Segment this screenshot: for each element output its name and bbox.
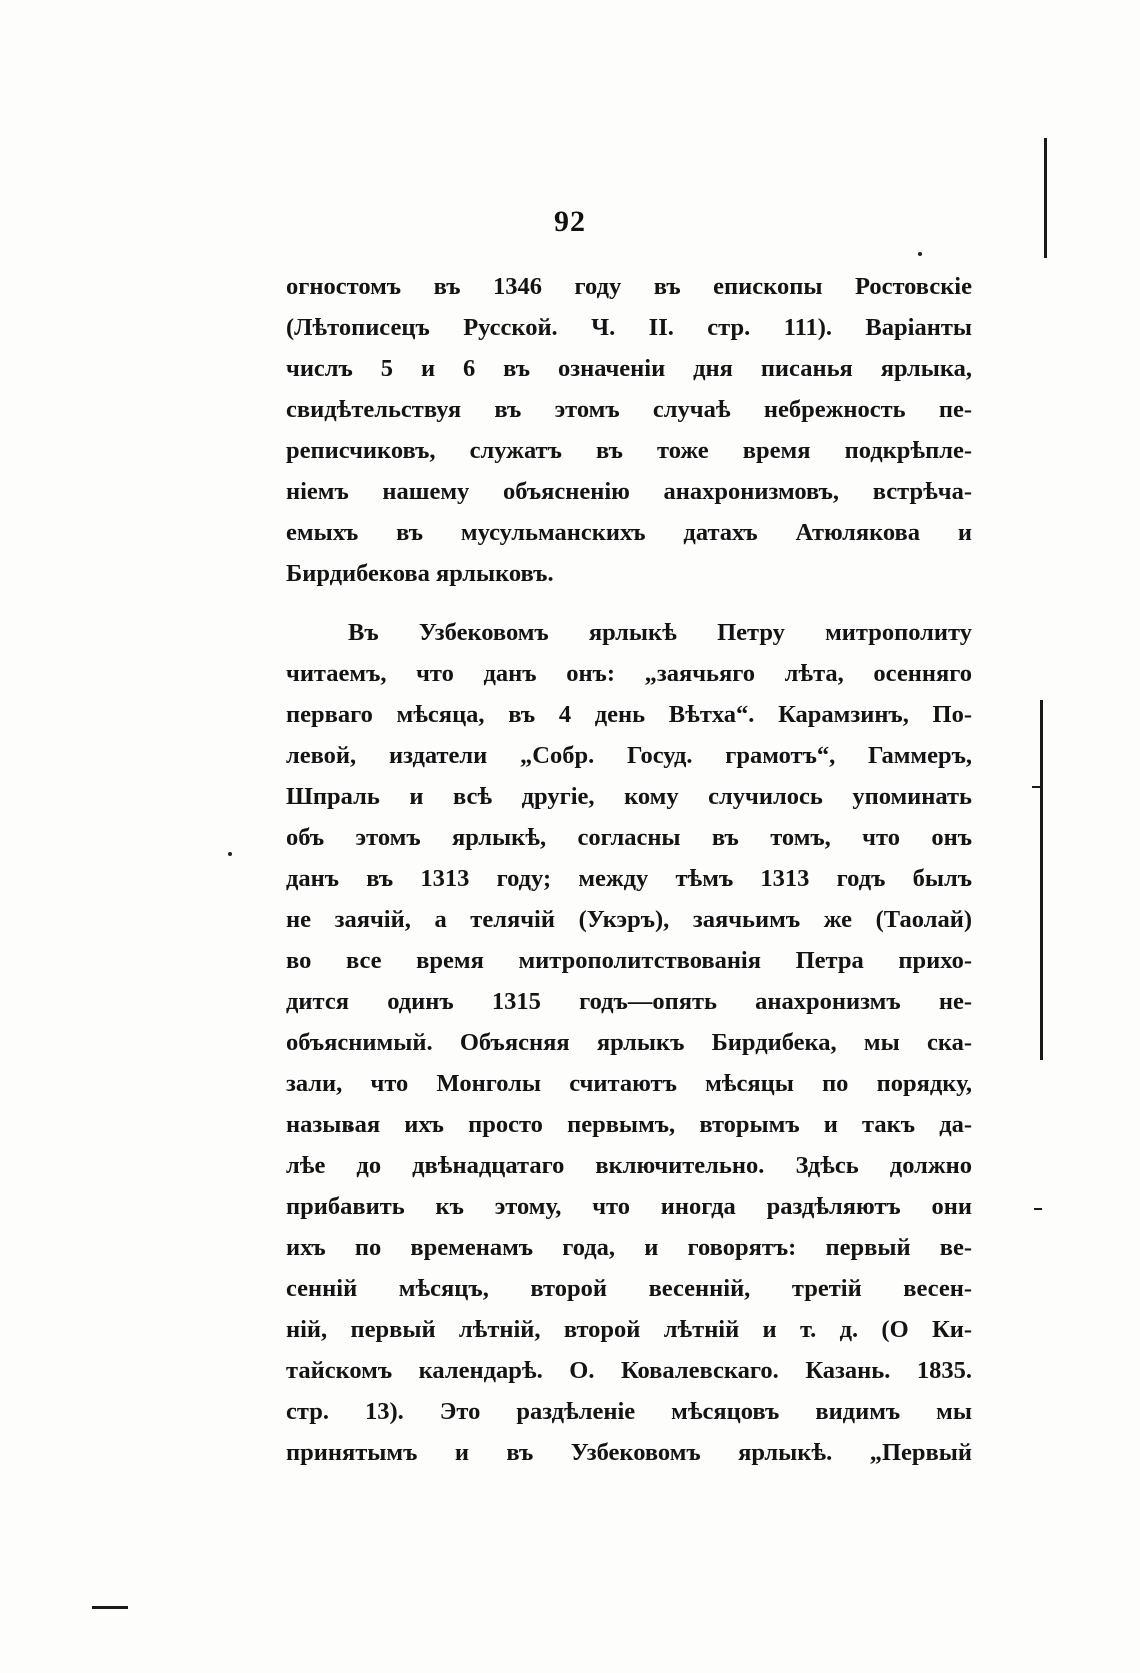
paragraph-2	[286, 612, 972, 1473]
text-line: свидѣтельствуя въ этомъ случаѣ небрежность пе-	[286, 396, 972, 423]
text-line: Бирдибекова ярлыковъ.	[286, 560, 554, 587]
text-line: сенній мѣсяцъ, второй весенній, третій весен-	[286, 1275, 972, 1302]
text-line: не заячій, а телячій (Укэръ), заячьимъ же (Таолай)	[286, 906, 972, 933]
text-line: ихъ по временамъ года, и говорятъ: первый ве-	[286, 1234, 972, 1261]
scan-edge-tick-right	[1032, 786, 1042, 788]
scan-speck	[228, 852, 232, 856]
text-line: называя ихъ просто первымъ, вторымъ и такъ да-	[286, 1111, 972, 1138]
page-number: 92	[554, 205, 586, 238]
text-line: принятымъ и въ Узбековомъ ярлыкѣ. „Первый	[286, 1439, 972, 1466]
text-line: Въ Узбековомъ ярлыкѣ Петру митрополиту	[348, 619, 972, 646]
text-line: зали, что Монголы считаютъ мѣсяцы по порядку,	[286, 1070, 972, 1097]
scan-edge-tick-right-lower	[1034, 1208, 1042, 1210]
text-line: ніемъ нашему объясненію анахронизмовъ, встрѣча-	[286, 478, 972, 505]
text-line: емыхъ въ мусульманскихъ датахъ Атюлякова и	[286, 519, 972, 546]
text-line: тайскомъ календарѣ. О. Ковалевскаго. Казань. 1835.	[286, 1357, 972, 1384]
text-line: реписчиковъ, служатъ въ тоже время подкрѣпле-	[286, 437, 972, 464]
text-line: читаемъ, что данъ онъ: „заячьяго лѣта, осенняго	[286, 660, 972, 687]
text-line: прибавить къ этому, что иногда раздѣляютъ они	[286, 1193, 972, 1220]
scan-edge-mark-right-middle	[1040, 700, 1043, 1060]
text-line: Шпраль и всѣ другіе, кому случилось упоминать	[286, 783, 972, 810]
scan-edge-mark-left-bottom	[92, 1606, 128, 1609]
text-line: объяснимый. Объясняя ярлыкъ Бирдибека, мы ска-	[286, 1029, 972, 1056]
text-line: лѣе до двѣнадцатаго включительно. Здѣсь должно	[286, 1152, 972, 1179]
text-line: ній, первый лѣтній, второй лѣтній и т. д. (О Ки-	[286, 1316, 972, 1343]
text-line: числъ 5 и 6 въ означеніи дня писанья ярлыка,	[286, 355, 972, 382]
scan-speck	[918, 252, 922, 256]
text-line: объ этомъ ярлыкѣ, согласны въ томъ, что онъ	[286, 824, 972, 851]
paragraph-1	[286, 266, 972, 594]
text-line: данъ въ 1313 году; между тѣмъ 1313 годъ былъ	[286, 865, 972, 892]
text-line: левой, издатели „Собр. Госуд. грамотъ“, Гаммеръ,	[286, 742, 972, 769]
text-line: во все время митрополитствованія Петра прихо-	[286, 947, 972, 974]
text-line: перваго мѣсяца, въ 4 день Вѣтха“. Карамзинъ, По-	[286, 701, 972, 728]
scan-edge-mark-right-top	[1044, 138, 1047, 258]
text-line: дится одинъ 1315 годъ—опять анахронизмъ не-	[286, 988, 972, 1015]
text-line: стр. 13). Это раздѣленіе мѣсяцовъ видимъ мы	[286, 1398, 972, 1425]
text-line: (Лѣтописецъ Русской. Ч. II. стр. 111). Варіанты	[286, 314, 972, 341]
text-line: огностомъ въ 1346 году въ епископы Ростовскіе	[286, 273, 972, 300]
